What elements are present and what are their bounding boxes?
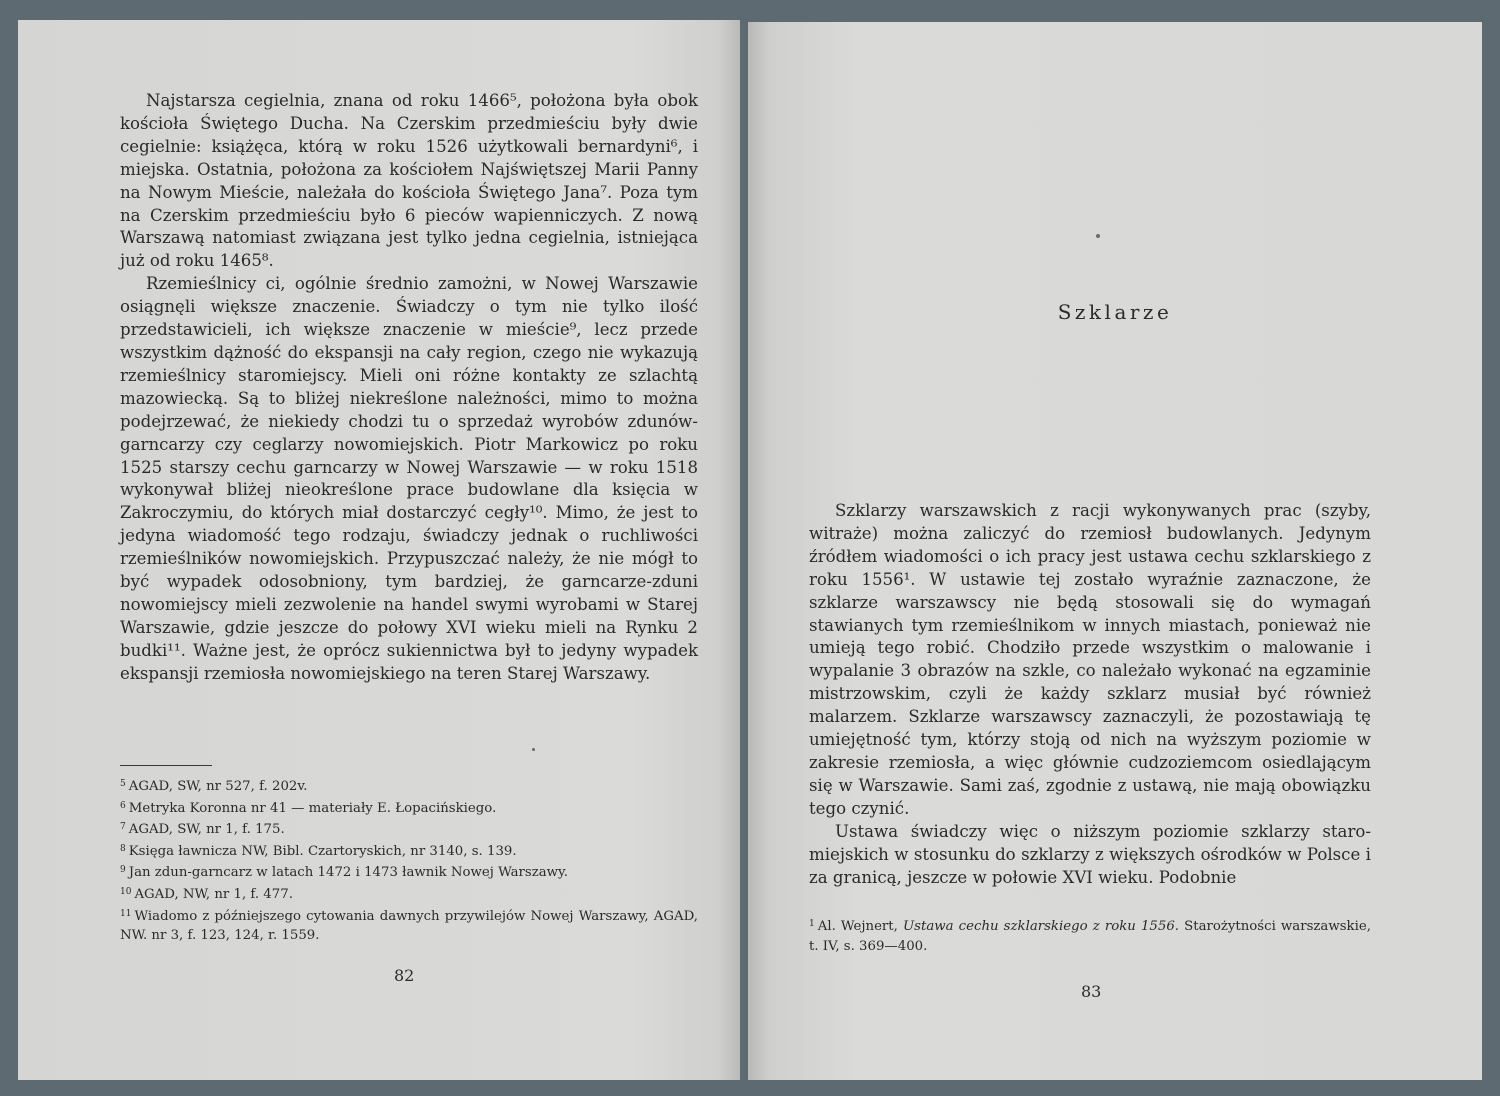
left-page	[18, 20, 740, 1080]
footnote-10: $^{10}$ AGAD, NW, nr 1, f. 477.	[120, 886, 293, 902]
page-number-left: 82	[394, 966, 415, 985]
footnote-5: $^5$ AGAD, SW, nr 527, f. 202v.	[120, 779, 308, 794]
footnote-7: $^7$ AGAD, SW, nr 1, f. 175.	[120, 822, 285, 838]
right-footnotes	[809, 915, 1371, 956]
footnote-11: $^{11}$ Wiadomo z późniejszego cytowania dawnych przywilejów Nowej Warszawy, AGAD, NW. nr 3, f. 123, 124, r. 1559.	[120, 908, 698, 944]
left-footnotes	[120, 775, 698, 946]
left-paragraph-1: Najstarsza cegielnia, znana od roku 1466⁵, położona była obok kościoła Świętego Ducha. Na Czerskim przedmieściu były dwie cegielnie: książęca, którą w roku 1526 użytkowali bernardyni⁶, i miejska. Ostatnia, położona za kościołem Najświętszej Marii Panny na Nowym Mieście, należała do kościoła Świętego Jana⁷. Poza tym na Czerskim przedmieściu było 6 pieców wapienniczych. Z nową Warszawą natomiast związana jest tylko jedna cegielnia, istniejąca już od roku 1465⁸.	[120, 91, 698, 271]
right-paragraph-2: Ustawa świadczy więc o niższym poziomie szklarzy staromiejskich w stosunku do szklarzy z większych ośrodków w Polsce i za granicą, jeszcze w połowie XVI wieku. Podobnie	[809, 821, 1371, 887]
page-number-right: 83	[1081, 982, 1102, 1001]
footnote-8: $^8$ Księga ławnicza NW, Bibl. Czartoryskich, nr 3140, s. 139.	[120, 843, 517, 859]
right-paragraph-1: Szklarzy warszawskich z racji wykonywanych prac (szyby, witraże) można zaliczyć do rzemiosł budowlanych. Jedynym źródłem wiadomości o ich pracy jest ustawa cechu szklarskiego z roku 1556¹. W ustawie tej zostało wyraźnie zaznaczone, że szklarze warszawscy nie będą stosowali się do wymagań stawianych tym rzemieślnikom w innych miastach, ponieważ nie umieją tego robić. Chodziło przede wszystkim o malowanie i wypalanie 3 obrazów na szkle, co należało wykonać na egzaminie mistrzowskim, czyli że każdy szklarz musiał być również malarzem. Szklarze warszawscy zaznaczyli, że pozostawiają tę umiejętność tym, którzy stoją od nich na wyższym poziomie w zakresie rzemiosła, a więc głównie cudzoziemcom osiedlającym się w Warszawie. Sami zaś, zgodnie z ustawą, nie mają obowiązku tego czynić.	[809, 501, 1371, 818]
print-speck	[1096, 234, 1100, 238]
left-paragraph-2: Rzemieślnicy ci, ogólnie średnio zamożni, w Nowej Warszawie osiągnęli większe znaczenie. Świadczy o tym nie tylko ilość przedstawicieli, ich większe znaczenie w mieście⁹, lecz przede wszystkim dążność do ekspansji na cały region, czego nie wykazują rzemieślnicy staromiejscy. Mieli oni różne kontakty ze szlachtą mazowiecką. Są to bliżej niekreślone należności, mimo to można podejrzewać, że niekiedy chodzi tu o sprzedaż wyrobów zdunów-garncarzy czy ceglarzy nowomiejskich. Piotr Markowicz po roku 1525 starszy cechu garncarzy w Nowej Warszawie — w roku 1518 wykonywał bliżej nieokreślone prace budowlane dla księcia w Zakroczymiu, do których miał dostarczyć cegły¹⁰. Mimo, że jest to jedyna wiadomość tego rodzaju, świadczy jednak o ruchliwości rzemieślników nowomiejskich. Przypuszczać należy, że nie mógł to być wypadek odosobniony, tym bardziej, że garncarze-zduni nowomiejscy mieli zezwolenie na handel swymi wyrobami w Starej Warszawie, gdzie jeszcze do połowy XVI wieku mieli na Rynku 2 budki¹¹. Ważne jest, że oprócz sukiennictwa był to jedyny wypadek ekspansji rzemiosła nowomiejskiego na teren Starej Warszawy.	[120, 274, 698, 683]
chapter-title: Szklarze	[1057, 300, 1173, 324]
print-speck	[532, 748, 535, 751]
left-body-text	[120, 90, 698, 686]
footnote-6: $^6$ Metryka Koronna nr 41 — materiały E. Łopacińskiego.	[120, 800, 497, 816]
right-page	[748, 22, 1482, 1080]
footnote-1: $^1$ Al. Wejnert, Ustawa cechu szklarskiego z roku 1556. Starożytności warszawskie, t. IV, s. 369—400.	[809, 919, 1371, 954]
right-body-text	[809, 500, 1371, 889]
footnote-9: $^9$ Jan zdun-garncarz w latach 1472 i 1473 ławnik Nowej Warszawy.	[120, 865, 569, 881]
cited-title: Ustawa cechu szklarskiego z roku 1556.	[902, 919, 1180, 934]
footnote-divider	[120, 765, 212, 766]
